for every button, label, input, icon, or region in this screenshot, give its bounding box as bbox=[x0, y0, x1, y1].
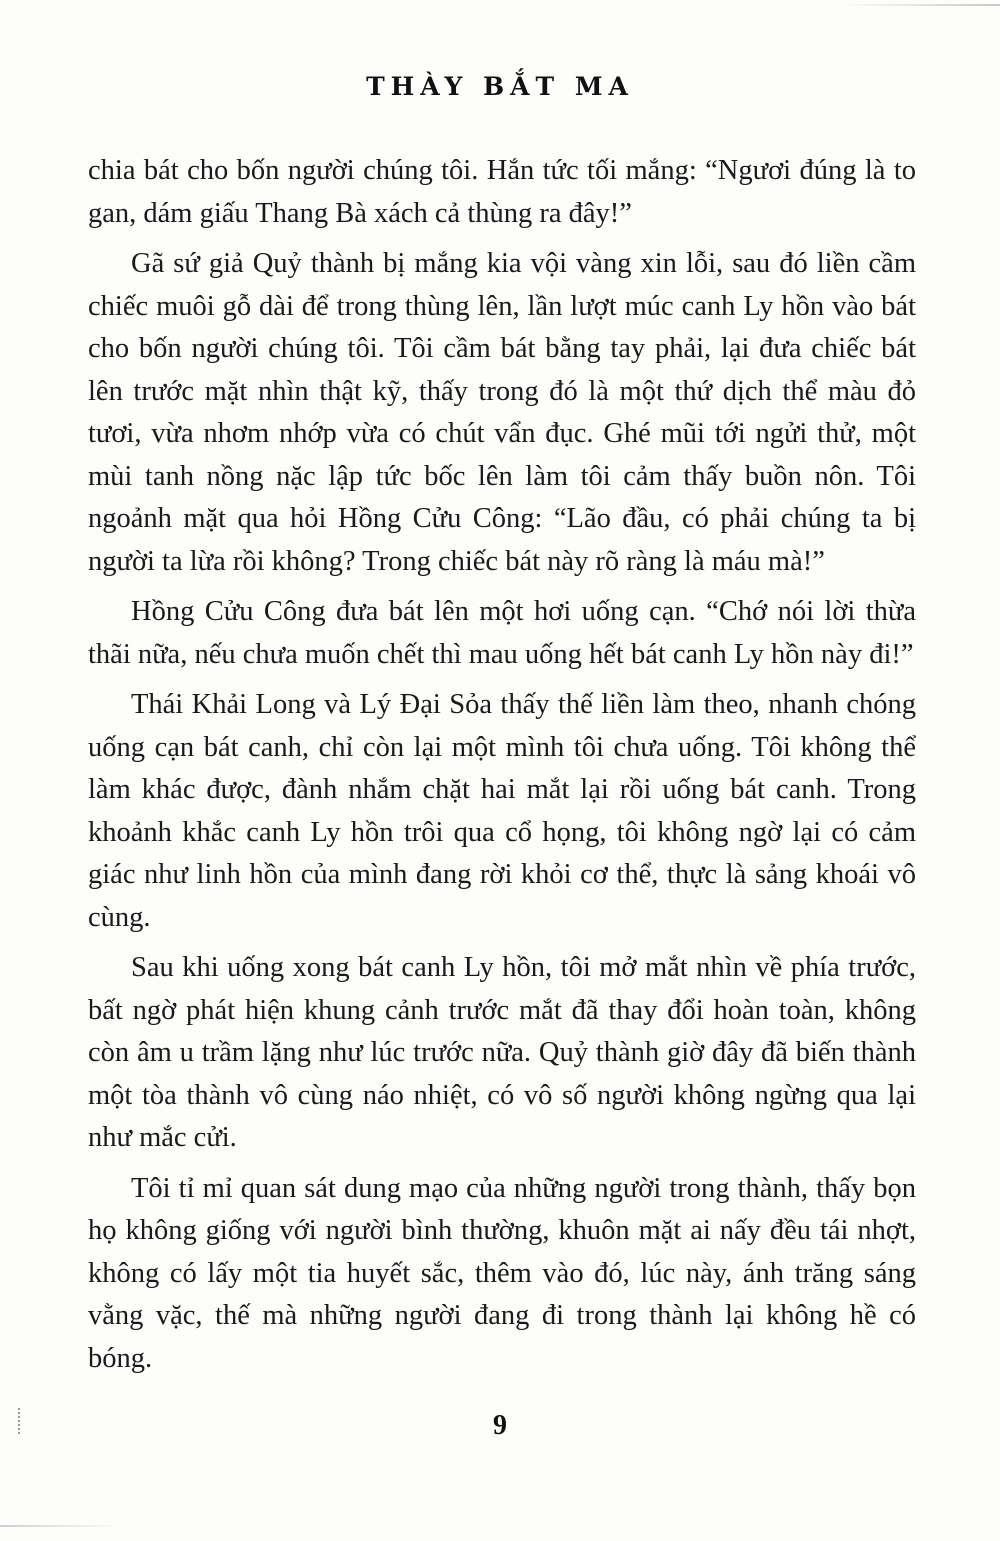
running-head-title: THÀY BẮT MA bbox=[366, 72, 634, 101]
scan-edge-mark bbox=[0, 1525, 120, 1527]
body-text bbox=[88, 150, 916, 1388]
paragraph-continued: chia bát cho bốn người chúng tôi. Hắn tức tối mắng: “Ngươi đúng là to gan, dám giấu Thang Bà xách cả thùng ra đây!” bbox=[88, 155, 916, 229]
paragraph: Tôi tỉ mỉ quan sát dung mạo của những người trong thành, thấy bọn họ không giống với người bình thường, khuôn mặt ai nấy đều tái nhợt, không có lấy một tia huyết sắc, thêm vào đó, lúc này, ánh trăng sáng vằng vặc, thế mà những người đang đi trong thành lại không hề có bóng. bbox=[88, 1172, 916, 1374]
page-number: 9 bbox=[493, 1410, 507, 1441]
paragraph: Gã sứ giả Quỷ thành bị mắng kia vội vàng xin lỗi, sau đó liền cầm chiếc muôi gỗ dài để trong thùng lên, lần lượt múc canh Ly hồn vào bát cho bốn người chúng tôi. Tôi cầm bát bằng tay phải, lại đưa chiếc bát lên trước mặt nhìn thật kỹ, thấy trong đó là một thứ dịch thể màu đỏ tươi, vừa nhơm nhớp vừa có chút vẩn đục. Ghé mũi tới ngửi thử, một mùi tanh nồng nặc lập tức bốc lên làm tôi cảm thấy buồn nôn. Tôi ngoảnh mặt qua hỏi Hồng Cửu Công: “Lão đầu, có phải chúng ta bị người ta lừa rồi không? Trong chiếc bát này rõ ràng là máu mà!” bbox=[88, 248, 916, 577]
paragraph: Sau khi uống xong bát canh Ly hồn, tôi mở mắt nhìn về phía trước, bất ngờ phát hiện khung cảnh trước mắt đã thay đổi hoàn toàn, không còn âm u trầm lặng như lúc trước nữa. Quỷ thành giờ đây đã biến thành một tòa thành vô cùng náo nhiệt, có vô số người không ngừng qua lại như mắc cửi. bbox=[88, 952, 916, 1153]
scan-edge-mark bbox=[840, 4, 1000, 6]
paragraph: Thái Khải Long và Lý Đại Sỏa thấy thế liền làm theo, nhanh chóng uống cạn bát canh, chỉ còn lại một mình tôi chưa uống. Tôi không thể làm khác được, đành nhắm chặt hai mắt lại rồi uống bát canh. Trong khoảnh khắc canh Ly hồn trôi qua cổ họng, tôi không ngờ lại có cảm giác như linh hồn của mình đang rời khỏi cơ thể, thực là sảng khoái vô cùng. bbox=[88, 689, 916, 933]
paragraph: Hồng Cửu Công đưa bát lên một hơi uống cạn. “Chớ nói lời thừa thãi nữa, nếu chưa muốn chết thì mau uống hết bát canh Ly hồn này đi!” bbox=[88, 596, 916, 670]
